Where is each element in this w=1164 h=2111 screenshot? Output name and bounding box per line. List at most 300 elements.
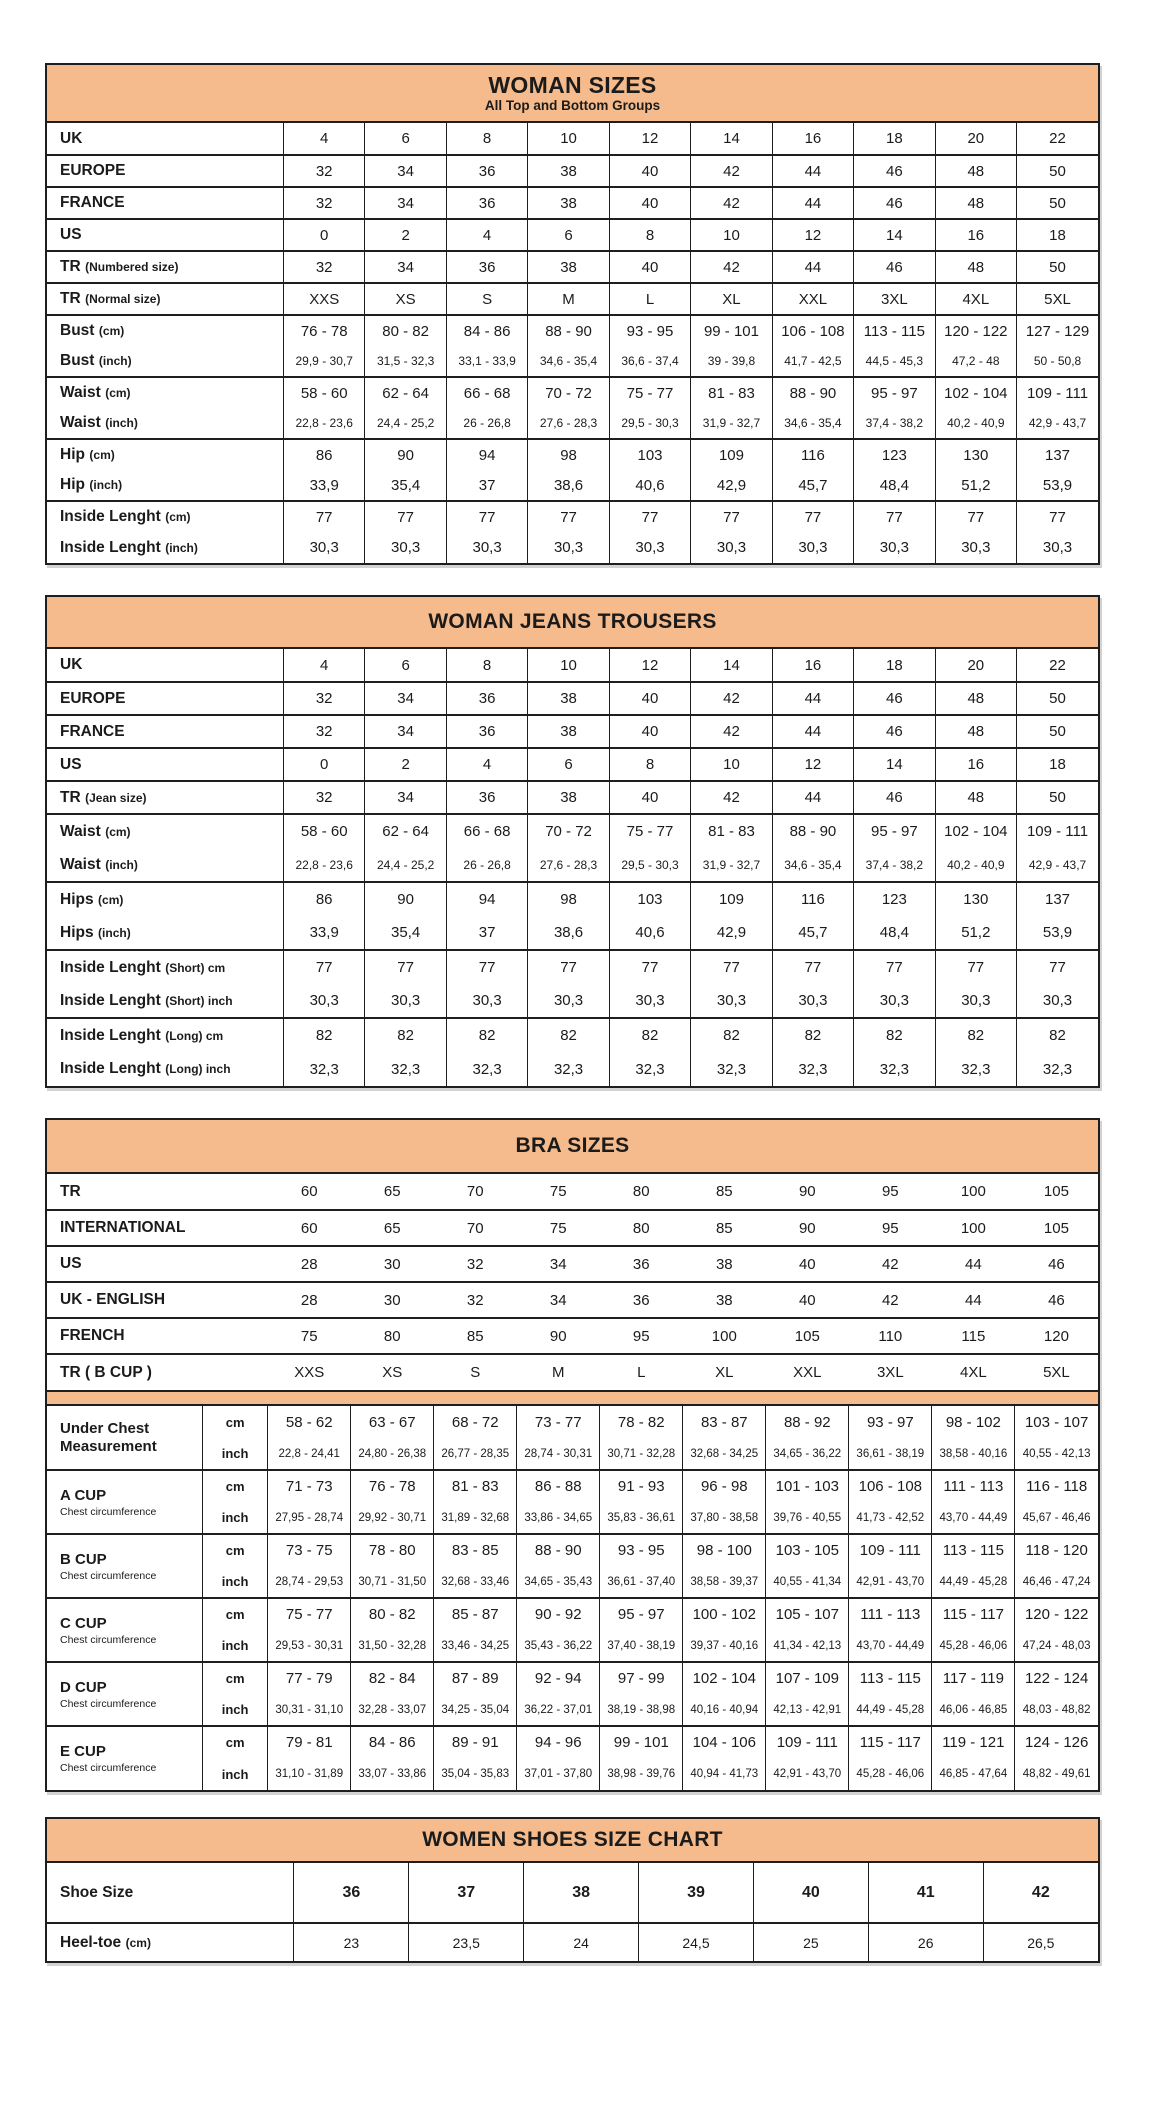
table-row (47, 1210, 1098, 1246)
size-cell: 46 (854, 187, 935, 219)
unit-cell: inch (203, 1566, 268, 1598)
row-group (47, 155, 1098, 187)
row-label-text: TR ( B CUP ) (60, 1363, 152, 1381)
size-cell: 38 (715, 1255, 733, 1273)
size-cell: 100 (960, 1219, 986, 1237)
table-row (47, 1630, 1098, 1662)
size-cell: 88 - 90 (772, 377, 853, 408)
size-cell: 123 (854, 439, 935, 470)
size-cell: 23,5 (409, 1923, 524, 1961)
size-cell: 92 - 94 (517, 1662, 600, 1694)
size-cell: 53,9 (1017, 470, 1098, 501)
row-label (47, 748, 283, 781)
table-row (47, 1863, 1098, 1923)
woman-sizes-chart (45, 63, 1100, 565)
bra-sizes-upper-table (47, 1174, 1098, 1390)
size-cell: 109 (691, 882, 772, 916)
woman-jeans-frame (45, 595, 1100, 1088)
size-cell: 123 (854, 882, 935, 916)
size-cell: 106 - 108 (772, 315, 853, 346)
size-cell: 42,9 (691, 470, 772, 501)
size-cell: 29,92 - 30,71 (351, 1502, 434, 1534)
cup-row-group (47, 1598, 1098, 1662)
size-cell: 32 (283, 682, 364, 715)
size-cell: 8 (446, 649, 527, 682)
size-cell: 47,2 - 48 (935, 346, 1016, 377)
size-cell: 77 (446, 501, 527, 532)
size-cell: 76 - 78 (283, 315, 364, 346)
size-cell: 32,3 (365, 1052, 446, 1086)
size-cell: 30,3 (283, 532, 364, 563)
size-cell: L (637, 1364, 646, 1381)
size-cell: 35,43 - 36,22 (517, 1630, 600, 1662)
size-cell: 31,50 - 32,28 (351, 1630, 434, 1662)
row-label (47, 682, 283, 715)
size-cell: 25 (753, 1923, 868, 1961)
size-cell: 117 - 119 (932, 1662, 1015, 1694)
size-cell: 82 (1017, 1018, 1098, 1052)
size-cell: 4 (283, 649, 364, 682)
size-cell: 44,49 - 45,28 (932, 1566, 1015, 1598)
woman-jeans-header (47, 597, 1098, 649)
row-group (47, 439, 1098, 501)
size-cell: 44 (772, 187, 853, 219)
cup-row-group (47, 1534, 1098, 1598)
women-shoes-table (47, 1863, 1098, 1961)
size-cell: 40,2 - 40,9 (935, 848, 1016, 882)
table-row (47, 346, 1098, 377)
size-cell: 37,4 - 38,2 (854, 408, 935, 439)
size-cell: 115 - 117 (849, 1726, 932, 1758)
size-cell: 4XL (935, 283, 1016, 315)
size-cell: 104 - 106 (683, 1726, 766, 1758)
size-cell: 30,3 (854, 532, 935, 563)
size-cell: 32 (466, 1291, 484, 1309)
size-cell: 46,85 - 47,64 (932, 1758, 1015, 1790)
table-row (47, 1694, 1098, 1726)
size-cell: 20 (935, 123, 1016, 155)
size-cell: 116 (772, 439, 853, 470)
size-cell: 77 (854, 501, 935, 532)
size-cell: 30,3 (365, 984, 446, 1018)
size-cell: 36 (446, 682, 527, 715)
size-cell: 46 (1048, 1255, 1065, 1273)
row-label-text: TR (60, 1182, 81, 1200)
size-cell: 34 (365, 187, 446, 219)
row-label-subtext: Chest circumference (60, 1697, 157, 1710)
row-label-text: Inside Lenght (60, 538, 161, 556)
size-cell: 32 (283, 781, 364, 814)
size-cell: 37,40 - 38,19 (600, 1630, 683, 1662)
size-cell: 46 (854, 155, 935, 187)
size-cell: 40 (753, 1863, 868, 1923)
size-cell: 36,61 - 38,19 (849, 1438, 932, 1470)
unit-cell: cm (203, 1598, 268, 1630)
row-label-paren: (cm) (125, 1935, 151, 1950)
size-cell: 51,2 (935, 470, 1016, 501)
size-cell: 38 (528, 187, 609, 219)
unit-cell: inch (203, 1438, 268, 1470)
size-cell: 29,53 - 30,31 (268, 1630, 351, 1662)
size-cell: 41,73 - 42,52 (849, 1502, 932, 1534)
size-cell: 90 (798, 1219, 816, 1237)
row-label-paren: (inch) (89, 478, 123, 492)
row-label-text: FRANCE (60, 194, 125, 211)
table-row (47, 1354, 1098, 1390)
size-cell: 119 - 121 (932, 1726, 1015, 1758)
table-row (47, 1318, 1098, 1354)
row-label-text: A CUP (60, 1486, 107, 1504)
size-cell: 94 (446, 439, 527, 470)
table-row (47, 1662, 1098, 1694)
row-label-text: TR (60, 258, 81, 275)
size-cell: 109 (691, 439, 772, 470)
size-cell: 33,9 (283, 470, 364, 501)
table-title: WOMAN SIZES (488, 71, 657, 98)
size-cell: 48 (935, 155, 1016, 187)
row-label-text: Shoe Size (60, 1883, 134, 1901)
size-cell: 95 - 97 (854, 377, 935, 408)
size-cell: 85 (715, 1183, 733, 1200)
row-label (47, 346, 283, 377)
size-cell: 30,3 (283, 984, 364, 1018)
row-label (47, 187, 283, 219)
size-cell: 39 (639, 1863, 754, 1923)
size-cell: 82 (609, 1018, 690, 1052)
size-cell: 30,3 (609, 532, 690, 563)
size-cell: 113 - 115 (932, 1534, 1015, 1566)
size-cell: 75 (549, 1183, 567, 1200)
size-cell: 36 (632, 1255, 650, 1273)
size-cell: 8 (609, 219, 690, 251)
size-cell: 42 (881, 1255, 899, 1273)
row-label-paren: (cm) (105, 824, 131, 839)
row-group (47, 715, 1098, 748)
size-cell: 102 - 104 (935, 377, 1016, 408)
size-cell: 39 - 39,8 (691, 346, 772, 377)
size-cell: 4 (446, 748, 527, 781)
size-cell: 16 (772, 649, 853, 682)
table-row (47, 251, 1098, 283)
cup-row-group (47, 1662, 1098, 1726)
row-label-subtext: Chest circumference (60, 1762, 157, 1774)
size-cell: 50 (1017, 715, 1098, 748)
size-cell: 32 (283, 187, 364, 219)
size-cell: 22,8 - 23,6 (283, 848, 364, 882)
size-cell: 36 (632, 1291, 650, 1309)
size-cell: 44 (772, 715, 853, 748)
woman-jeans-chart (45, 595, 1100, 1088)
size-cell: 101 - 103 (766, 1470, 849, 1502)
row-label-paren: (Normal size) (85, 292, 161, 306)
table-row (47, 1923, 1098, 1961)
bra-cup-table (47, 1406, 1098, 1790)
size-cell: 14 (691, 123, 772, 155)
size-cell: 28 (300, 1291, 318, 1309)
row-label-text: EUROPE (60, 162, 126, 179)
size-cell: 36 (446, 781, 527, 814)
size-cell: 33,1 - 33,9 (446, 346, 527, 377)
table-row (47, 187, 1098, 219)
size-cell: 30 (383, 1291, 401, 1309)
size-cell: 81 - 83 (691, 377, 772, 408)
size-cell: 84 - 86 (446, 315, 527, 346)
table-subtitle: All Top and Bottom Groups (484, 98, 661, 114)
size-cell: 37 (446, 916, 527, 950)
size-cell: 40 (609, 781, 690, 814)
size-cell: 77 (528, 950, 609, 984)
size-cell: 50 (1017, 251, 1098, 283)
size-cell: 34 (549, 1291, 567, 1309)
row-group (47, 781, 1098, 814)
size-cell: XS (365, 283, 446, 315)
row-label-paren: (Short) cm (165, 960, 226, 975)
size-cell: 77 (283, 501, 364, 532)
row-label-text: Hip (60, 446, 85, 463)
size-cell: 48 (935, 251, 1016, 283)
row-label-subtext: Chest circumference (60, 1633, 157, 1646)
size-cell: 45,28 - 46,06 (932, 1630, 1015, 1662)
table-row (47, 470, 1098, 501)
table-row (47, 1174, 1098, 1210)
size-cell: 38 (528, 251, 609, 283)
row-group (47, 1923, 1098, 1961)
size-cell: 51,2 (935, 916, 1016, 950)
size-cell: 50 (1017, 187, 1098, 219)
row-label (47, 781, 283, 814)
size-cell: 40 (609, 155, 690, 187)
size-cell: 32,3 (935, 1052, 1016, 1086)
unit-cell: cm (203, 1470, 268, 1502)
table-row (47, 439, 1098, 470)
size-cell: 71 - 73 (268, 1470, 351, 1502)
row-label-text: US (60, 755, 82, 773)
row-group (47, 187, 1098, 219)
size-cell: 70 - 72 (528, 814, 609, 848)
size-cell: 38,58 - 39,37 (683, 1566, 766, 1598)
size-cell: 34,25 - 35,04 (434, 1694, 517, 1726)
unit-cell: cm (203, 1534, 268, 1566)
size-cell: 31,9 - 32,7 (691, 408, 772, 439)
woman-jeans-table (47, 649, 1098, 1086)
size-cell: 36 (446, 187, 527, 219)
size-cell: 5XL (1017, 283, 1098, 315)
row-label-paren: (cm) (105, 386, 131, 400)
size-cell: 35,83 - 36,61 (600, 1502, 683, 1534)
size-cell: 48 (935, 682, 1016, 715)
size-cell: 81 - 83 (691, 814, 772, 848)
size-cell: 137 (1017, 439, 1098, 470)
table-row (47, 1758, 1098, 1790)
size-cell: 77 (365, 501, 446, 532)
size-cell: 34,65 - 36,22 (766, 1438, 849, 1470)
size-cell: 53,9 (1017, 916, 1098, 950)
row-label-text: Inside Lenght (60, 1026, 161, 1044)
size-cell: 82 (283, 1018, 364, 1052)
size-cell: 60 (300, 1183, 318, 1200)
divider-strip (47, 1390, 1098, 1406)
row-label-text: Heel-toe (60, 1933, 122, 1951)
size-cell: 95 (632, 1327, 650, 1345)
size-cell: 32,28 - 33,07 (351, 1694, 434, 1726)
table-row (47, 501, 1098, 532)
size-cell: 42,91 - 43,70 (766, 1758, 849, 1790)
size-cell: 34,65 - 35,43 (517, 1566, 600, 1598)
size-cell: 86 (283, 882, 364, 916)
row-label (47, 377, 283, 408)
size-cell: 120 - 122 (935, 315, 1016, 346)
unit-cell: cm (203, 1662, 268, 1694)
size-cell: 118 - 120 (1015, 1534, 1098, 1566)
size-cell: 38,58 - 40,16 (932, 1438, 1015, 1470)
size-cell: 99 - 101 (600, 1726, 683, 1758)
size-cell: 130 (935, 439, 1016, 470)
size-cell: 34,6 - 35,4 (528, 346, 609, 377)
size-cell: 32,3 (854, 1052, 935, 1086)
row-label-text: E CUP (60, 1743, 106, 1760)
table-row (47, 916, 1098, 950)
size-cell: 18 (854, 123, 935, 155)
row-group (47, 748, 1098, 781)
size-cell: 58 - 62 (268, 1406, 351, 1438)
row-group (47, 123, 1098, 155)
size-cell: 38 (524, 1863, 639, 1923)
size-cell: 48 (935, 715, 1016, 748)
size-cell: 30,3 (935, 984, 1016, 1018)
size-cell: 110 (878, 1327, 903, 1345)
row-label (47, 882, 283, 916)
cup-row-group (47, 1470, 1098, 1534)
size-cell: 10 (691, 748, 772, 781)
size-cell: 97 - 99 (600, 1662, 683, 1694)
size-cell: M (552, 1364, 565, 1381)
size-cell: 30,3 (1017, 532, 1098, 563)
size-cell: 79 - 81 (268, 1726, 351, 1758)
size-cell: XXS (283, 283, 364, 315)
size-cell: 30,3 (854, 984, 935, 1018)
size-cell: 34,6 - 35,4 (772, 848, 853, 882)
women-shoes-frame (45, 1817, 1100, 1963)
size-cell: 38 (715, 1291, 733, 1309)
size-cell: 3XL (876, 1364, 904, 1381)
size-cell: 39,76 - 40,55 (766, 1502, 849, 1534)
row-label-text: D CUP (60, 1678, 107, 1696)
size-cell: 106 - 108 (849, 1470, 932, 1502)
size-cell: 111 - 113 (932, 1470, 1015, 1502)
size-cell: 77 (446, 950, 527, 984)
table-row (47, 848, 1098, 882)
size-cell: 29,5 - 30,3 (609, 848, 690, 882)
size-cell: 80 - 82 (351, 1598, 434, 1630)
table-row (47, 748, 1098, 781)
row-label-paren: (cm) (98, 892, 124, 907)
size-cell: 84 - 86 (351, 1726, 434, 1758)
row-label (47, 1598, 203, 1662)
size-cell: 22,8 - 24,41 (268, 1438, 351, 1470)
size-cell: 34,6 - 35,4 (772, 408, 853, 439)
row-label-text: FRANCE (60, 722, 125, 740)
size-cell: 130 (935, 882, 1016, 916)
size-cell: 78 - 82 (600, 1406, 683, 1438)
size-cell: 37,4 - 38,2 (854, 848, 935, 882)
size-cell: 95 (881, 1219, 899, 1237)
row-label (47, 1726, 203, 1790)
size-cell: 45,28 - 46,06 (849, 1758, 932, 1790)
row-label-text: Hips (60, 890, 94, 908)
size-cell: 77 (609, 950, 690, 984)
size-cell: 24,80 - 26,38 (351, 1438, 434, 1470)
size-cell: 105 - 107 (766, 1598, 849, 1630)
size-cell: 12 (772, 219, 853, 251)
size-cell: 30,3 (528, 532, 609, 563)
size-cell: 44 (772, 251, 853, 283)
row-label (47, 470, 283, 501)
size-cell: 8 (609, 748, 690, 781)
size-cell: 38,6 (528, 916, 609, 950)
size-cell: 77 - 79 (268, 1662, 351, 1694)
table-row (47, 377, 1098, 408)
table-row (47, 219, 1098, 251)
table-row (47, 984, 1098, 1018)
size-cell: 63 - 67 (351, 1406, 434, 1438)
row-label (47, 1282, 268, 1318)
size-cell: 77 (528, 501, 609, 532)
size-cell: 18 (1017, 748, 1098, 781)
size-cell: 42 (691, 781, 772, 814)
size-cell: 14 (691, 649, 772, 682)
size-cell: 32,3 (691, 1052, 772, 1086)
size-cell: 12 (609, 123, 690, 155)
size-cell: 73 - 75 (268, 1534, 351, 1566)
size-cell: 38 (528, 155, 609, 187)
size-cell: 32 (283, 715, 364, 748)
size-cell: 46 (854, 251, 935, 283)
table-row (47, 1470, 1098, 1502)
row-group (47, 315, 1098, 377)
row-group (47, 950, 1098, 1018)
size-cell: 95 - 97 (600, 1598, 683, 1630)
size-cell: 98 - 102 (932, 1406, 1015, 1438)
size-cell: 42,9 - 43,7 (1017, 848, 1098, 882)
size-cell: 30,71 - 31,50 (351, 1566, 434, 1598)
size-cell: 58 - 60 (283, 814, 364, 848)
size-cell: 58 - 60 (283, 377, 364, 408)
size-cell: 75 (549, 1219, 567, 1237)
table-title: WOMAN JEANS TROUSERS (428, 609, 717, 633)
cup-row-group (47, 1726, 1098, 1790)
size-cell: XS (382, 1364, 403, 1381)
size-cell: 26,77 - 28,35 (434, 1438, 517, 1470)
size-cell: 48 (935, 781, 1016, 814)
size-cell: 30,3 (446, 984, 527, 1018)
row-group (47, 1318, 1098, 1354)
size-cell: 24,5 (639, 1923, 754, 1961)
size-cell: 77 (1017, 950, 1098, 984)
size-cell: 40 (609, 715, 690, 748)
women-shoes-chart (45, 1817, 1100, 1963)
row-group (47, 1354, 1098, 1390)
size-cell: 90 (365, 882, 446, 916)
size-cell: 38,19 - 38,98 (600, 1694, 683, 1726)
cup-row-group (47, 1406, 1098, 1470)
size-cell: 12 (609, 649, 690, 682)
size-cell: 30,3 (365, 532, 446, 563)
size-cell: 66 - 68 (446, 377, 527, 408)
size-cell: 78 - 80 (351, 1534, 434, 1566)
size-cell: 2 (365, 219, 446, 251)
size-cell: 82 (935, 1018, 1016, 1052)
size-cell: 90 (798, 1183, 816, 1200)
